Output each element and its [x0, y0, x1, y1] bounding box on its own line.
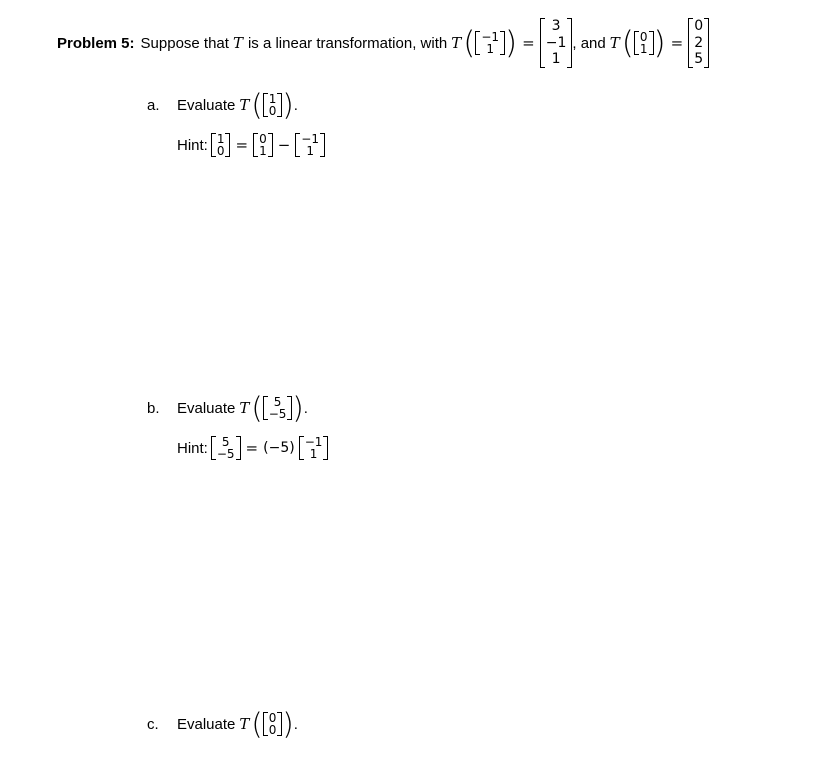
left-paren: ( [463, 24, 476, 61]
matrix-entry: 0 [268, 104, 277, 118]
matrix-entry: 0 [268, 723, 277, 737]
left-paren: ( [251, 706, 263, 741]
transformation-symbol: T [239, 715, 250, 733]
hint-vector-1 [253, 133, 273, 157]
period: . [303, 399, 308, 417]
right-paren: ) [282, 706, 294, 741]
part-a-hint [177, 128, 325, 162]
problem-intro-cont: is a linear transformation, with [247, 34, 448, 52]
matrix-entry: 1 [259, 144, 267, 158]
equals-sign: = [670, 34, 684, 52]
equals-sign: = [522, 34, 535, 52]
output-vector-2 [688, 18, 709, 68]
matrix-entry: 5 [694, 51, 704, 68]
transformation-symbol: T [232, 34, 243, 52]
matrix-entry: 1 [309, 447, 318, 461]
matrix-entry: 0 [268, 711, 277, 725]
part-letter: c. [147, 715, 159, 733]
matrix-entry: 1 [306, 144, 314, 158]
hint-label: Hint: [177, 439, 208, 457]
equals-sign: = [235, 136, 249, 154]
evaluate-label: Evaluate [177, 715, 236, 733]
output-vector-1 [540, 18, 573, 68]
hint-lhs-vector [211, 436, 241, 460]
part-a-vector [263, 93, 283, 117]
transformation-symbol: T [451, 34, 462, 52]
matrix-entry: −1 [481, 30, 500, 44]
matrix-entry: −5 [268, 407, 287, 421]
input-vector-2 [634, 31, 654, 55]
left-paren: ( [251, 390, 263, 425]
part-b-hint [177, 431, 328, 465]
matrix-entry: 0 [216, 144, 225, 158]
matrix-entry: 0 [639, 30, 648, 44]
minus-sign: − [277, 136, 291, 154]
matrix-entry: 1 [268, 92, 277, 106]
conjunction: , and [572, 34, 606, 52]
matrix-entry: 5 [221, 435, 230, 449]
matrix-entry: 1 [216, 132, 225, 146]
matrix-entry: 5 [273, 395, 282, 409]
scalar: (−5) [263, 440, 295, 456]
part-c-question [147, 707, 298, 741]
part-b-vector [263, 396, 293, 420]
evaluate-label: Evaluate [177, 96, 236, 114]
part-letter: b. [147, 399, 160, 417]
problem-statement [57, 13, 709, 73]
input-vector-1 [475, 31, 505, 55]
hint-lhs-vector [211, 133, 231, 157]
part-b-question [147, 391, 308, 425]
matrix-entry: 1 [551, 51, 561, 68]
part-c-vector [263, 712, 283, 736]
matrix-entry: −5 [216, 447, 235, 461]
evaluate-label: Evaluate [177, 399, 236, 417]
matrix-entry: −1 [301, 132, 319, 146]
matrix-entry: 0 [259, 132, 267, 146]
matrix-entry: 1 [486, 42, 494, 56]
period: . [293, 715, 298, 733]
transformation-symbol: T [239, 399, 250, 417]
hint-vector-2 [295, 133, 325, 157]
hint-vector-1 [299, 436, 329, 460]
right-paren: ) [505, 24, 518, 61]
left-paren: ( [621, 24, 634, 61]
matrix-entry: −1 [545, 34, 567, 51]
problem-intro: Suppose that [140, 34, 229, 52]
transformation-symbol: T [609, 34, 620, 52]
equals-sign: = [245, 439, 259, 457]
part-letter: a. [147, 96, 160, 114]
right-paren: ) [653, 24, 666, 61]
period: . [293, 96, 298, 114]
problem-label: Problem 5: [57, 34, 135, 52]
matrix-entry: −1 [304, 435, 323, 449]
left-paren: ( [251, 87, 263, 122]
matrix-entry: 0 [694, 18, 704, 35]
matrix-entry: 1 [639, 42, 648, 56]
right-paren: ) [282, 87, 294, 122]
matrix-entry: 3 [551, 18, 561, 35]
part-a-question [147, 88, 298, 122]
hint-label: Hint: [177, 136, 208, 154]
matrix-entry: 2 [694, 34, 704, 51]
right-paren: ) [292, 390, 304, 425]
transformation-symbol: T [239, 96, 250, 114]
